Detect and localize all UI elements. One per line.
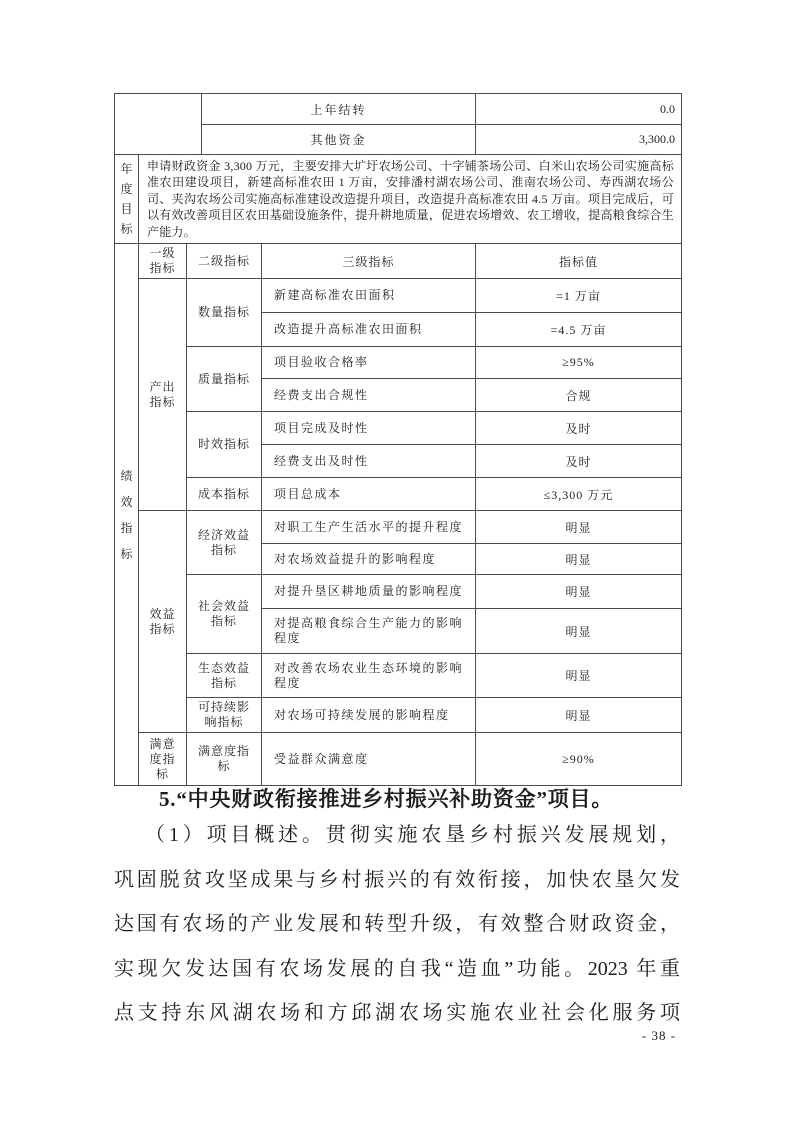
performance-indicator-table bbox=[114, 243, 682, 786]
indicator-value-cell: 明显 bbox=[476, 654, 682, 698]
indicator-value-cell: 明显 bbox=[476, 511, 682, 544]
header-value: 指标值 bbox=[476, 244, 682, 279]
indicator-value-cell: 明显 bbox=[476, 544, 682, 575]
other-funds-value: 3,300.0 bbox=[476, 125, 682, 155]
indicator-name-cell: 对改善农场农业生态环境的影响程度 bbox=[262, 654, 476, 698]
indicator-value-cell: =1 万亩 bbox=[476, 279, 682, 313]
l2-group-sustainable: 可持续影响指标 bbox=[187, 698, 262, 733]
indicator-value-cell: ≤3,300 万元 bbox=[476, 478, 682, 511]
indicator-name-cell: 对农场可持续发展的影响程度 bbox=[262, 698, 476, 733]
indicator-name-cell: 项目完成及时性 bbox=[262, 412, 476, 445]
l2-group-cost: 成本指标 bbox=[187, 478, 262, 511]
indicator-name-cell: 经费支出合规性 bbox=[262, 379, 476, 412]
indicator-name-cell: 对提高粮食综合生产能力的影响程度 bbox=[262, 609, 476, 654]
l1-group-output: 产出指标 bbox=[139, 279, 187, 511]
indicator-name-cell: 项目总成本 bbox=[262, 478, 476, 511]
header-level3: 三级指标 bbox=[262, 244, 476, 279]
indicator-value-cell: 及时 bbox=[476, 412, 682, 445]
indicator-value-cell: 及时 bbox=[476, 445, 682, 478]
carryover-table bbox=[114, 93, 682, 155]
performance-side-label: 绩效指标 bbox=[115, 244, 139, 786]
indicator-name-cell: 对职工生产生活水平的提升程度 bbox=[262, 511, 476, 544]
header-level1: 一级指标 bbox=[139, 244, 187, 279]
indicator-name-cell: 对提升垦区耕地质量的影响程度 bbox=[262, 575, 476, 609]
indicator-value-cell: ≥95% bbox=[476, 347, 682, 379]
carryover-empty-cell bbox=[115, 94, 202, 155]
indicator-value-cell: 明显 bbox=[476, 698, 682, 733]
l2-group-satisfaction: 满意度指标 bbox=[187, 733, 262, 786]
section5-paragraph bbox=[114, 813, 680, 1036]
l2-group-quality: 质量指标 bbox=[187, 347, 262, 412]
l1-group-benefit: 效益指标 bbox=[139, 511, 187, 733]
paragraph-line: 实现欠发达国有农场发展的自我“造血”功能。2023 年重 bbox=[114, 957, 680, 980]
budget-tables bbox=[114, 93, 681, 786]
indicator-name-cell: 受益群众满意度 bbox=[262, 733, 476, 786]
carryover-label: 上年结转 bbox=[202, 94, 476, 125]
paragraph-line: 达国有农场的产业发展和转型升级，有效整合财政资金， bbox=[114, 913, 680, 935]
annual-goal-text: 申请财政资金 3,300 万元，主要安排大圹圩农场公司、十字铺茶场公司、白米山农场公司实施高标准农田建设项目，新建高标准农田 1 万亩，安排潘村湖农场公司、淮南农场公司、寿西湖农场公司、夹沟农场公司实施高标准建设改造提升项目，改造提升高标准农田 4.5 万亩。项目完成后，可以有效改善项目区农田基础设施条件，提升耕地质量，促进农场增效、农工增收，提高粮食综合生产能力。 bbox=[139, 155, 682, 244]
indicator-value-cell: 明显 bbox=[476, 575, 682, 609]
page-number: - 38 - bbox=[641, 1028, 677, 1043]
section-heading-5: 5.“中央财政衔接推进乡村振兴补助资金”项目。 bbox=[159, 787, 614, 811]
indicator-name-cell: 项目验收合格率 bbox=[262, 347, 476, 379]
indicator-value-cell: ≥90% bbox=[476, 733, 682, 786]
carryover-value: 0.0 bbox=[476, 94, 682, 125]
l1-group-satisfaction: 满意度指标 bbox=[139, 733, 187, 786]
l2-group-quantity: 数量指标 bbox=[187, 279, 262, 347]
paragraph-line: 巩固脱贫攻坚成果与乡村振兴的有效衔接，加快农垦欠发 bbox=[114, 868, 680, 891]
paragraph-line: （1）项目概述。贯彻实施农垦乡村振兴发展规划， bbox=[145, 824, 680, 846]
annual-goal-row bbox=[114, 154, 682, 244]
annual-goal-label: 年度目标 bbox=[115, 155, 139, 244]
l2-group-timeliness: 时效指标 bbox=[187, 412, 262, 478]
other-funds-label: 其他资金 bbox=[202, 125, 476, 155]
header-level2: 二级指标 bbox=[187, 244, 262, 279]
indicator-value-cell: 合规 bbox=[476, 379, 682, 412]
l2-group-ecological: 生态效益指标 bbox=[187, 654, 262, 698]
l2-group-economic: 经济效益指标 bbox=[187, 511, 262, 575]
paragraph-line: 点支持东风湖农场和方邱湖农场实施农业社会化服务项 bbox=[114, 1002, 680, 1024]
indicator-name-cell: 改造提升高标准农田面积 bbox=[262, 313, 476, 347]
indicator-value-cell: 明显 bbox=[476, 609, 682, 654]
l2-group-social: 社会效益指标 bbox=[187, 575, 262, 654]
indicator-name-cell: 经费支出及时性 bbox=[262, 445, 476, 478]
indicator-value-cell: =4.5 万亩 bbox=[476, 313, 682, 347]
indicator-name-cell: 对农场效益提升的影响程度 bbox=[262, 544, 476, 575]
indicator-name-cell: 新建高标准农田面积 bbox=[262, 279, 476, 313]
